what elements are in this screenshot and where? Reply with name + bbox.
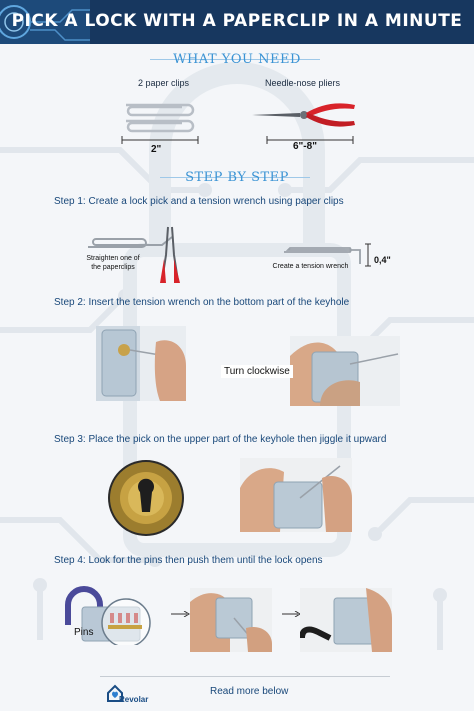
page-title: PICK A LOCK WITH A PAPERCLIP IN A MINUTE (11, 11, 463, 31)
arrow-right-icon (171, 611, 191, 617)
tension-wrench-caption: Create a tension wrench (272, 263, 349, 270)
pliers-image (250, 95, 360, 135)
step-3-photo-jiggle-pick (240, 458, 352, 532)
step-by-step-title: STEP BY STEP (185, 170, 289, 185)
what-you-need-title: WHAT YOU NEED (173, 52, 301, 67)
straighten-caption-line1: Straighten one of (86, 255, 140, 262)
header-banner (0, 0, 474, 44)
paperclips-label: 2 paper clips (138, 78, 190, 88)
paperclips-dimension-line (120, 136, 200, 144)
step-3-label: Step 3: Place the pick on the upper part of the keyhole then jiggle it upward (54, 434, 387, 445)
step-3-photo-cylinder (108, 460, 184, 536)
pliers-label: Needle-nose pliers (265, 78, 341, 88)
brand-name: Revolar (119, 695, 149, 704)
arrow-right-icon (282, 611, 302, 617)
paperclips-image (120, 95, 200, 135)
step-2-label: Step 2: Insert the tension wrench on the bottom part of the keyhole (54, 297, 350, 308)
step-1-label: Step 1: Create a lock pick and a tension wrench using paper clips (54, 196, 344, 207)
step-4-label: Step 4: Look for the pins then push them until the lock opens (54, 555, 323, 566)
read-more-link[interactable]: Read more below (210, 686, 289, 697)
paperclips-dimension-text: 2" (151, 144, 162, 155)
pins-label: Pins (74, 627, 94, 638)
step-2-photo-turn-clockwise (290, 336, 400, 406)
tension-wrench-dimension: 0,4" (374, 255, 391, 265)
step-2-photo-insert-wrench (96, 326, 186, 401)
footer-divider (100, 676, 390, 677)
step-4-photo-lock-open (300, 588, 392, 652)
pliers-dimension: 6"-8" (293, 141, 317, 152)
straighten-caption-line2: the paperclips (91, 264, 135, 271)
step-4-photo-push-pins (190, 588, 272, 652)
turn-clockwise-label: Turn clockwise (221, 365, 293, 378)
